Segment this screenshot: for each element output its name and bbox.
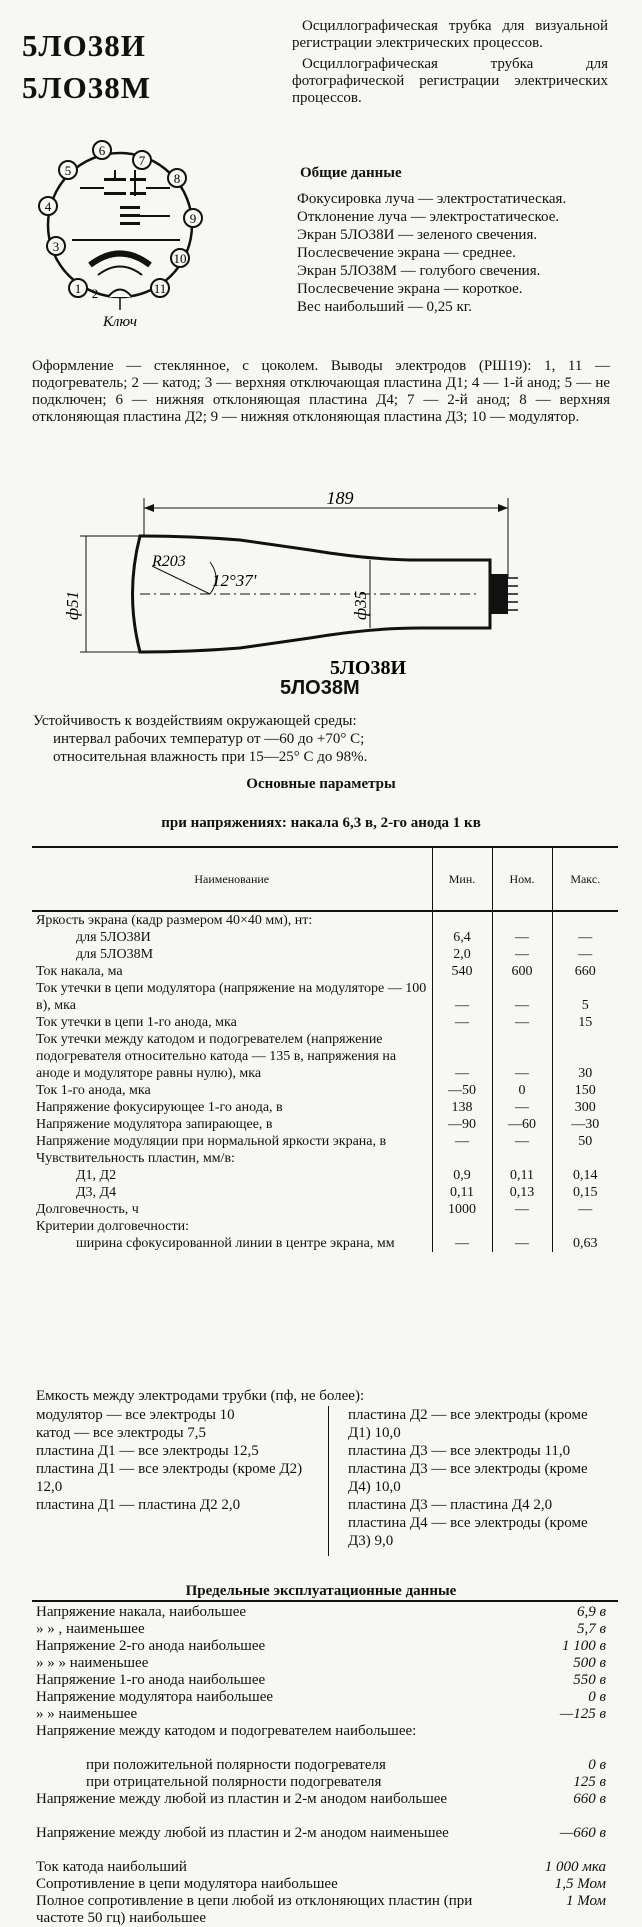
limit-value: 1 Мом [565,1893,606,1909]
limits-row [36,1689,606,1706]
env-line: Устойчивость к воздействиям окружающей среды: [33,713,357,729]
param-value-cell: 6,4 [432,929,492,946]
params-row [32,929,618,946]
limit-value: 500 в [573,1655,606,1671]
pinout-diagram [20,130,230,330]
param-value-cell: 0,9 [432,1167,492,1184]
params-row [32,1014,618,1031]
param-value-cell [432,1150,492,1167]
drawing-label-m: 5ЛО38М [280,677,360,699]
param-name-cell: Ток утечки в цепи 1-го анода, мка [36,1015,237,1030]
general-line: Отклонение луча — электростатическое. [297,209,560,225]
param-name-cell: Яркость экрана (кадр размером 40×40 мм), нт: [36,913,313,928]
param-name-cell: для 5ЛО38М [76,947,154,962]
param-value-cell: — [492,1201,552,1218]
col-header-name: Наименование [32,847,432,911]
param-name-cell: Д1, Д2 [76,1168,117,1183]
param-value-cell: — [552,1201,618,1218]
env-line: относительная влажность при 15—25° С до 98%. [53,749,368,765]
param-value-cell: — [432,1133,492,1150]
capacitance-item: пластина Д3 — все электроды (кроме Д4) 10,0 [348,1461,588,1495]
dim-diameter: ф51 [63,590,82,620]
param-value-cell: 0,63 [552,1235,618,1252]
pin-10-label: 10 [173,251,187,266]
limits-row [36,1604,606,1621]
param-value-cell: — [492,980,552,1014]
key-label: Ключ [102,314,138,330]
param-name-cell: Долговечность, ч [36,1202,139,1217]
limits-row [36,1757,606,1774]
params-row [32,1167,618,1184]
limits-row [36,1723,606,1740]
limit-value: 0 в [588,1689,606,1705]
param-value-cell [552,911,618,929]
capacitance-item: пластина Д3 — пластина Д4 2,0 [348,1497,553,1513]
params-header-row [32,847,618,911]
limits-row [36,1859,606,1876]
general-list [297,190,615,316]
limit-label: Напряжение между любой из пластин и 2-м анодом наибольшее [36,1791,448,1807]
capacitance-divider [328,1406,329,1556]
param-value-cell: 0,15 [552,1184,618,1201]
param-value-cell: 50 [552,1133,618,1150]
params-table [32,846,618,1252]
limits-heading: Предельные эксплуатационные данные [185,1583,457,1599]
param-value-cell [492,1150,552,1167]
pin-4-label: 4 [44,199,52,214]
params-row [32,1099,618,1116]
params-row [32,911,618,929]
params-row [32,963,618,980]
param-value-cell [432,1218,492,1235]
limit-value: 550 в [573,1672,606,1688]
capacitance-item: катод — все электроды 7,5 [36,1425,207,1441]
param-value-cell: 0,11 [432,1184,492,1201]
param-value-cell [552,1218,618,1235]
param-value-cell: — [492,1014,552,1031]
dim-angle: 12°37' [212,571,257,590]
param-value-cell: —50 [432,1082,492,1099]
limits-row [36,1655,606,1672]
param-value-cell: — [432,1014,492,1031]
param-value-cell: 600 [492,963,552,980]
param-value-cell: 15 [552,1014,618,1031]
pin-8-label: 8 [173,171,181,186]
param-value-cell: — [432,980,492,1014]
capacitance-left [36,1406,321,1514]
title-5lo38i: 5ЛО38И [22,28,146,63]
limit-label: » » наименьшее [36,1706,138,1722]
param-value-cell: — [492,929,552,946]
limit-label: Напряжение между катодом и подогревателем наибольшее: [36,1723,417,1739]
params-heading: Основные параметры [246,776,396,792]
param-value-cell: — [492,1099,552,1116]
pin-7-label: 7 [138,153,146,168]
param-name-cell: Критерии долговечности: [36,1219,189,1234]
pin-3-label: 3 [52,239,60,254]
param-value-cell: 0,11 [492,1167,552,1184]
limit-label: » » » наименьшее [36,1655,149,1671]
limit-label: » » , наименьшее [36,1621,145,1637]
params-row [32,980,618,1014]
param-value-cell: — [492,946,552,963]
param-name-cell: Ток накала, ма [36,964,123,979]
param-name-cell: Ток утечки в цепи модулятора (напряжение на модуляторе — 100 в), мка [36,981,427,1013]
limit-value: 660 в [573,1791,606,1807]
params-subheading: при напряжениях: накала 6,3 в, 2-го анода 1 кв [161,815,481,831]
param-value-cell: 540 [432,963,492,980]
param-name-cell: Чувствительность пластин, мм/в: [36,1151,235,1166]
param-name-cell: Напряжение модулятора запирающее, в [36,1117,273,1132]
limit-value: 5,7 в [576,1621,606,1637]
param-value-cell: — [492,1133,552,1150]
limit-label: при положительной полярности подогревателя [86,1757,386,1773]
general-line: Экран 5ЛО38И — зеленого свечения. [297,227,538,243]
param-name-cell: ширина сфокусированной линии в центре экрана, мм [76,1236,395,1251]
limits-row [36,1638,606,1655]
intro-visual: Осциллографическая трубка для визуальной регистрации электрических процессов. [292,18,608,51]
param-name-cell: Д3, Д4 [76,1185,117,1200]
capacitance-item: пластина Д3 — все электроды 11,0 [348,1443,571,1459]
pin-9-label: 9 [189,211,197,226]
limits-rule [32,1600,618,1602]
param-value-cell: — [552,929,618,946]
capacitance-item: пластина Д1 — пластина Д2 2,0 [36,1497,241,1513]
col-header-min: Мин. [432,847,492,911]
environment [33,712,593,766]
limits-row [36,1621,606,1638]
dim-neck: ф35 [351,590,370,620]
param-value-cell: — [552,946,618,963]
col-header-max: Макс. [552,847,618,911]
limit-value: 125 в [573,1774,606,1790]
limit-label: Напряжение накала, наибольшее [36,1604,247,1620]
params-row [32,1150,618,1167]
general-line: Вес наибольший — 0,25 кг. [297,299,473,315]
limit-value: —125 в [559,1706,606,1722]
params-row [32,1082,618,1099]
pin-2-label: 2 [91,286,99,301]
limit-value: 6,9 в [576,1604,606,1620]
param-value-cell: 0,14 [552,1167,618,1184]
param-value-cell: 0 [492,1082,552,1099]
general-heading: Общие данные [300,165,402,181]
limit-label: Ток катода наибольший [36,1859,187,1875]
params-row [32,1184,618,1201]
param-name-cell: Напряжение фокусирующее 1-го анода, в [36,1100,283,1115]
col-header-nom: Ном. [492,847,552,911]
params-row [32,1235,618,1252]
design-text: Оформление — стеклянное, с цоколем. Выводы электродов (РШ19): 1, 11 — подогреватель; 2 — катод; 3 — верхняя отключающая пластина Д1; 4 — 1-й анод; 5 — не подключен; 6 — нижняя отклоняющая пластина Д4; 7 — 2-й анод; 8 — верхняя отклоняющая пластина Д2; 9 — нижняя отклоняющая пластина Д3; 10 — модулятор. [32,358,610,425]
param-value-cell: —90 [432,1116,492,1133]
limits-row [36,1672,606,1689]
limit-label: Полное сопротивление в цепи любой из отклоняющих пластин (при частоте 50 гц) наибольшее [36,1893,473,1926]
param-value-cell: 1000 [432,1201,492,1218]
param-value-cell: — [432,1235,492,1252]
limit-value: —660 в [559,1825,606,1841]
intro-photo: Осциллографическая трубка для фотографической регистрации электрических процессов. [292,56,608,106]
limit-label: Напряжение 1-го анода наибольшее [36,1672,266,1688]
general-line: Экран 5ЛО38М — голубого свечения. [297,263,541,279]
capacitance-item: модулятор — все электроды 10 [36,1407,235,1423]
capacitance-heading: Емкость между электродами трубки (пф, не более): [36,1388,365,1404]
limits-row [36,1774,606,1791]
drawing-label-i: 5ЛО38И [330,657,407,679]
limit-label: Напряжение между любой из пластин и 2-м анодом наименьшее [36,1825,449,1841]
limit-label: Напряжение модулятора наибольшее [36,1689,274,1705]
param-value-cell: 150 [552,1082,618,1099]
general-line: Фокусировка луча — электростатическая. [297,191,567,207]
param-name-cell: Ток 1-го анода, мка [36,1083,151,1098]
limits-row [36,1893,606,1927]
param-value-cell: — [492,1031,552,1082]
params-row [32,1201,618,1218]
param-value-cell: —60 [492,1116,552,1133]
param-name-cell: для 5ЛО38И [76,930,151,945]
param-value-cell [492,911,552,929]
params-row [32,1031,618,1082]
capacitance-item: пластина Д1 — все электроды (кроме Д2) 12,0 [36,1461,303,1495]
pin-11-label: 11 [153,281,167,296]
dim-radius: R203 [152,553,186,570]
param-value-cell: 2,0 [432,946,492,963]
intro [292,18,608,111]
pin-5-label: 5 [64,163,72,178]
param-value-cell: 660 [552,963,618,980]
title-5lo38m: 5ЛО38М [22,70,151,105]
capacitance-item: пластина Д1 — все электроды 12,5 [36,1443,259,1459]
capacitance-item: пластина Д4 — все электроды (кроме Д3) 9,0 [348,1515,588,1549]
limit-value: 1 100 в [561,1638,606,1654]
param-value-cell [492,1218,552,1235]
limit-label: Напряжение 2-го анода наибольшее [36,1638,266,1654]
pin-6-label: 6 [98,143,106,158]
limits-row [36,1876,606,1893]
param-value-cell [552,1150,618,1167]
limit-value: 1 000 мка [544,1859,606,1875]
limit-label: Сопротивление в цепи модулятора наибольшее [36,1876,338,1892]
param-value-cell: 30 [552,1031,618,1082]
limits-row [36,1791,606,1808]
env-line: интервал рабочих температур от —60 до +70° С; [53,731,365,747]
general-line: Послесвечение экрана — короткое. [297,281,523,297]
param-value-cell: —30 [552,1116,618,1133]
pin-1-label: 1 [74,281,82,296]
limits-row [36,1706,606,1723]
param-name-cell: Напряжение модуляции при нормальной яркости экрана, в [36,1134,387,1149]
params-row [32,1218,618,1235]
param-value-cell: — [432,1031,492,1082]
capacitance-right [348,1406,614,1550]
param-value-cell: 5 [552,980,618,1014]
params-row [32,1116,618,1133]
params-row [32,946,618,963]
param-value-cell: — [492,1235,552,1252]
limits-row [36,1825,606,1842]
capacitance-item: пластина Д2 — все электроды (кроме Д1) 10,0 [348,1407,588,1441]
param-value-cell [432,911,492,929]
limit-value: 1,5 Мом [554,1876,606,1892]
dim-length: 189 [326,488,354,508]
param-value-cell: 0,13 [492,1184,552,1201]
general-line: Послесвечение экрана — среднее. [297,245,516,261]
tube-drawing [40,488,540,688]
param-value-cell: 138 [432,1099,492,1116]
limit-value: 0 в [588,1757,606,1773]
limit-label: при отрицательной полярности подогревателя [86,1774,382,1790]
param-value-cell: 300 [552,1099,618,1116]
param-name-cell: Ток утечки между катодом и подогревателем (напряжение подогревателя относительно катода — 135 в, напряжения на аноде и модуляторе равны нулю), мка [36,1032,397,1081]
params-row [32,1133,618,1150]
